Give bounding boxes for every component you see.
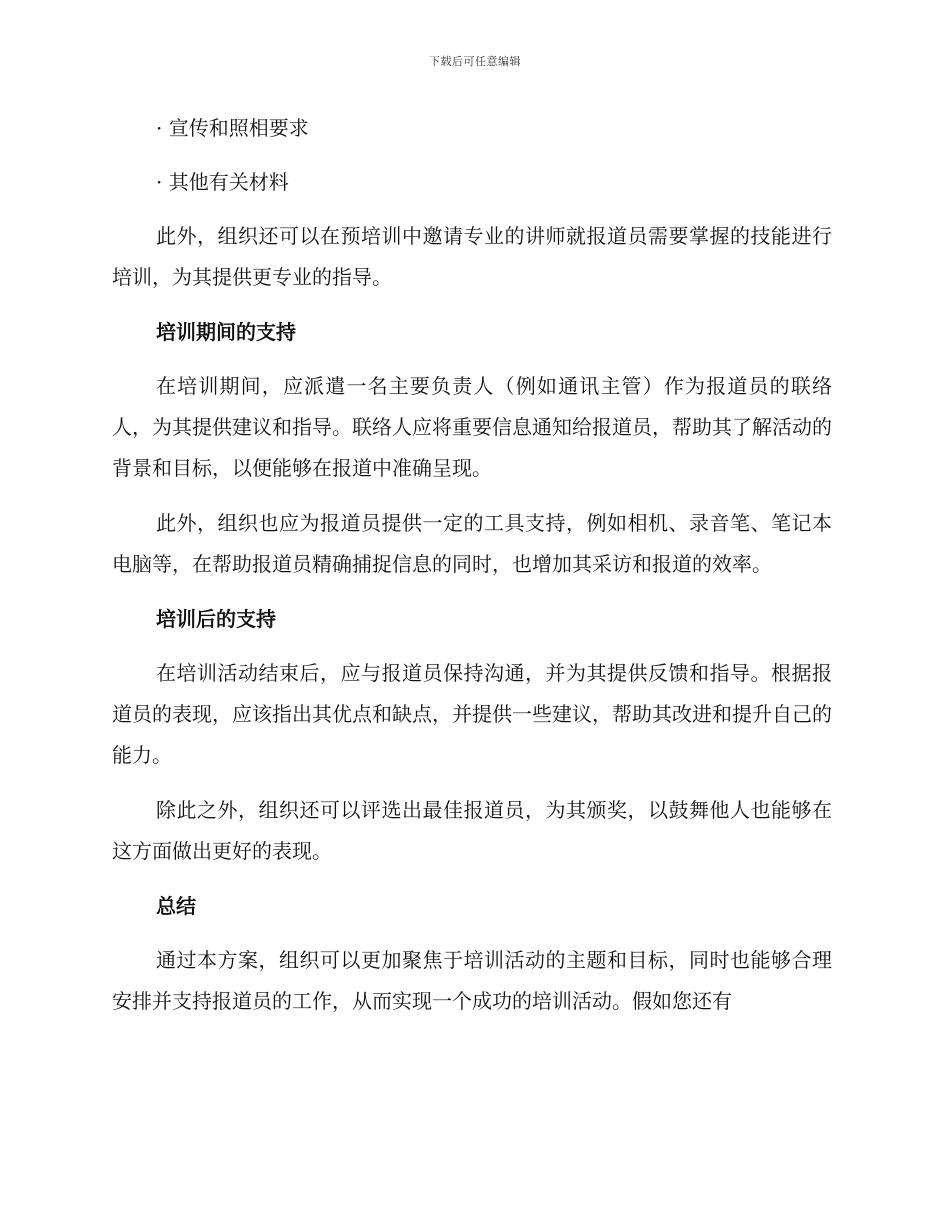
document-body (112, 108, 832, 1036)
paragraph: 在培训期间，应派遣一名主要负责人（例如通讯主管）作为报道员的联络人，为其提供建议和指导。联络人应将重要信息通知给报道员，帮助其了解活动的背景和目标，以便能够在报道中准确呈现。 (112, 374, 832, 480)
paragraph: 此外，组织还可以在预培训中邀请专业的讲师就报道员需要掌握的技能进行培训，为其提供更专业的指导。 (112, 224, 832, 289)
paragraph: 此外，组织也应为报道员提供一定的工具支持，例如相机、录音笔、笔记本电脑等，在帮助报道员精确捕捉信息的同时，也增加其采访和报道的效率。 (112, 511, 832, 576)
section-heading: 总结 (156, 894, 196, 918)
paragraph: 通过本方案，组织可以更加聚焦于培训活动的主题和目标，同时也能够合理安排并支持报道员的工作，从而实现一个成功的培训活动。假如您还有 (112, 948, 832, 1013)
paragraph: 除此之外，组织还可以评选出最佳报道员，为其颁奖，以鼓舞他人也能够在这方面做出更好的表现。 (112, 798, 832, 863)
bullet-item: · 宣传和照相要求 (156, 116, 309, 140)
section-heading: 培训后的支持 (156, 607, 276, 631)
page-header: 下载后可任意编辑 (429, 55, 521, 68)
section-heading: 培训期间的支持 (156, 320, 296, 344)
bullet-item: · 其他有关材料 (156, 170, 289, 194)
paragraph: 在培训活动结束后，应与报道员保持沟通，并为其提供反馈和指导。根据报道员的表现，应该指出其优点和缺点，并提供一些建议，帮助其改进和提升自己的能力。 (112, 661, 832, 767)
